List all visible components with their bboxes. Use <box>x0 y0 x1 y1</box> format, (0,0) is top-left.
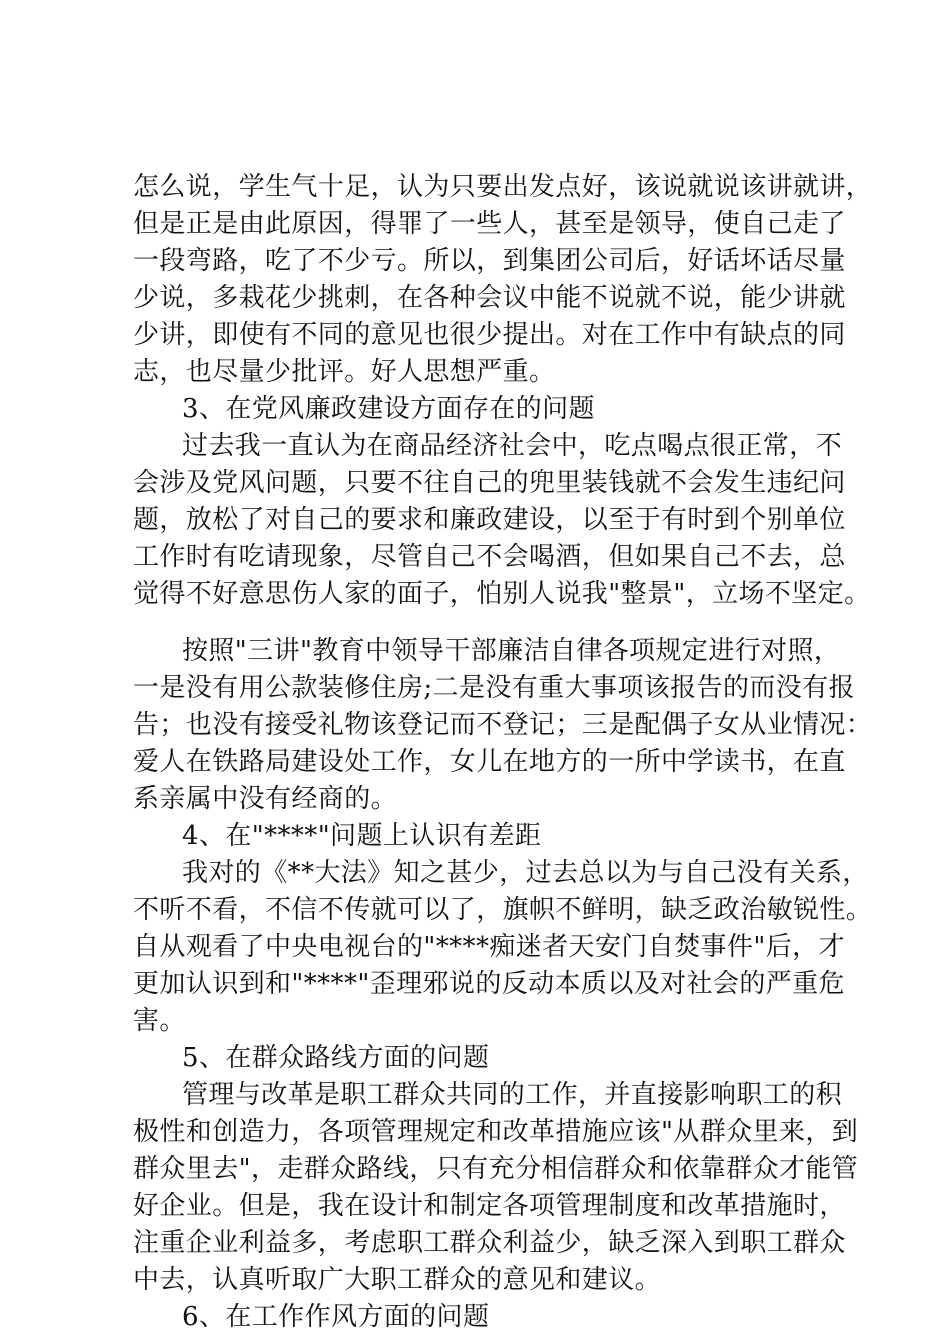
body-text-line: 我对的《**大法》知之甚少，过去总以为与自己没有关系， <box>182 858 869 888</box>
body-text-line: 管理与改革是职工群众共同的工作，并直接影响职工的积 <box>182 1080 843 1110</box>
body-text-line: 注重企业利益多，考虑职工群众利益少，缺乏深入到职工群众 <box>133 1228 846 1258</box>
body-text-line: 会涉及党风问题，只要不往自己的兜里装钱就不会发生违纪问 <box>133 468 846 498</box>
body-text-line: 工作时有吃请现象，尽管自己不会喝酒，但如果自己不去，总 <box>133 542 846 572</box>
body-text-line: 中去，认真听取广大职工群众的意见和建议。 <box>133 1265 662 1295</box>
body-text-line: 觉得不好意思伤人家的面子，怕别人说我"整景"，立场不坚定。 <box>133 579 871 609</box>
body-text-line: 一是没有用公款装修住房;二是没有重大事项该报告的而没有报 <box>133 673 855 703</box>
body-text-line: 怎么说，学生气十足，认为只要出发点好，该说就说该讲就讲， <box>133 172 873 202</box>
body-text-line: 害。 <box>133 1006 186 1036</box>
body-text-line: 自从观看了中央电视台的"****痴迷者天安门自焚事件"后，才 <box>133 932 845 962</box>
body-text-line: 题，放松了对自己的要求和廉政建设，以至于有时到个别单位 <box>133 505 846 535</box>
section-heading: 3、在党风廉政建设方面存在的问题 <box>182 394 595 424</box>
body-text-line: 极性和创造力，各项管理规定和改革措施应该"从群众里来，到 <box>133 1117 859 1147</box>
body-text-line: 不听不看，不信不传就可以了，旗帜不鲜明，缺乏政治敏锐性。 <box>133 895 873 925</box>
body-text-line: 志，也尽量少批评。好人思想严重。 <box>133 357 556 387</box>
body-text-line: 爱人在铁路局建设处工作，女儿在地方的一所中学读书，在直 <box>133 747 846 777</box>
body-text-line: 系亲属中没有经商的。 <box>133 784 398 814</box>
body-text-line: 少说，多栽花少挑刺，在各种会议中能不说就不说，能少讲就 <box>133 283 846 313</box>
section-heading: 5、在群众路线方面的问题 <box>182 1043 490 1073</box>
body-text-line: 群众里去"，走群众路线，只有充分相信群众和依靠群众才能管 <box>133 1154 859 1184</box>
body-text-line: 过去我一直认为在商品经济社会中，吃点喝点很正常，不 <box>182 431 843 461</box>
body-text-line: 好企业。但是，我在设计和制定各项管理制度和改革措施时， <box>133 1191 846 1221</box>
body-text-line: 更加认识到和"****"歪理邪说的反动本质以及对社会的严重危 <box>133 969 845 999</box>
section-heading: 6、在工作作风方面的问题 <box>182 1302 490 1332</box>
section-heading: 4、在"****"问题上认识有差距 <box>182 821 542 851</box>
body-text-line: 但是正是由此原因，得罪了一些人，甚至是领导，使自己走了 <box>133 209 846 239</box>
body-text-line: 按照"三讲"教育中领导干部廉洁自律各项规定进行对照， <box>182 636 841 666</box>
body-text-line: 少讲，即使有不同的意见也很少提出。对在工作中有缺点的同 <box>133 320 846 350</box>
body-text-line: 一段弯路，吃了不少亏。所以，到集团公司后，好话坏话尽量 <box>133 246 846 276</box>
body-text-line: 告；也没有接受礼物该登记而不登记；三是配偶子女从业情况： <box>133 710 873 740</box>
